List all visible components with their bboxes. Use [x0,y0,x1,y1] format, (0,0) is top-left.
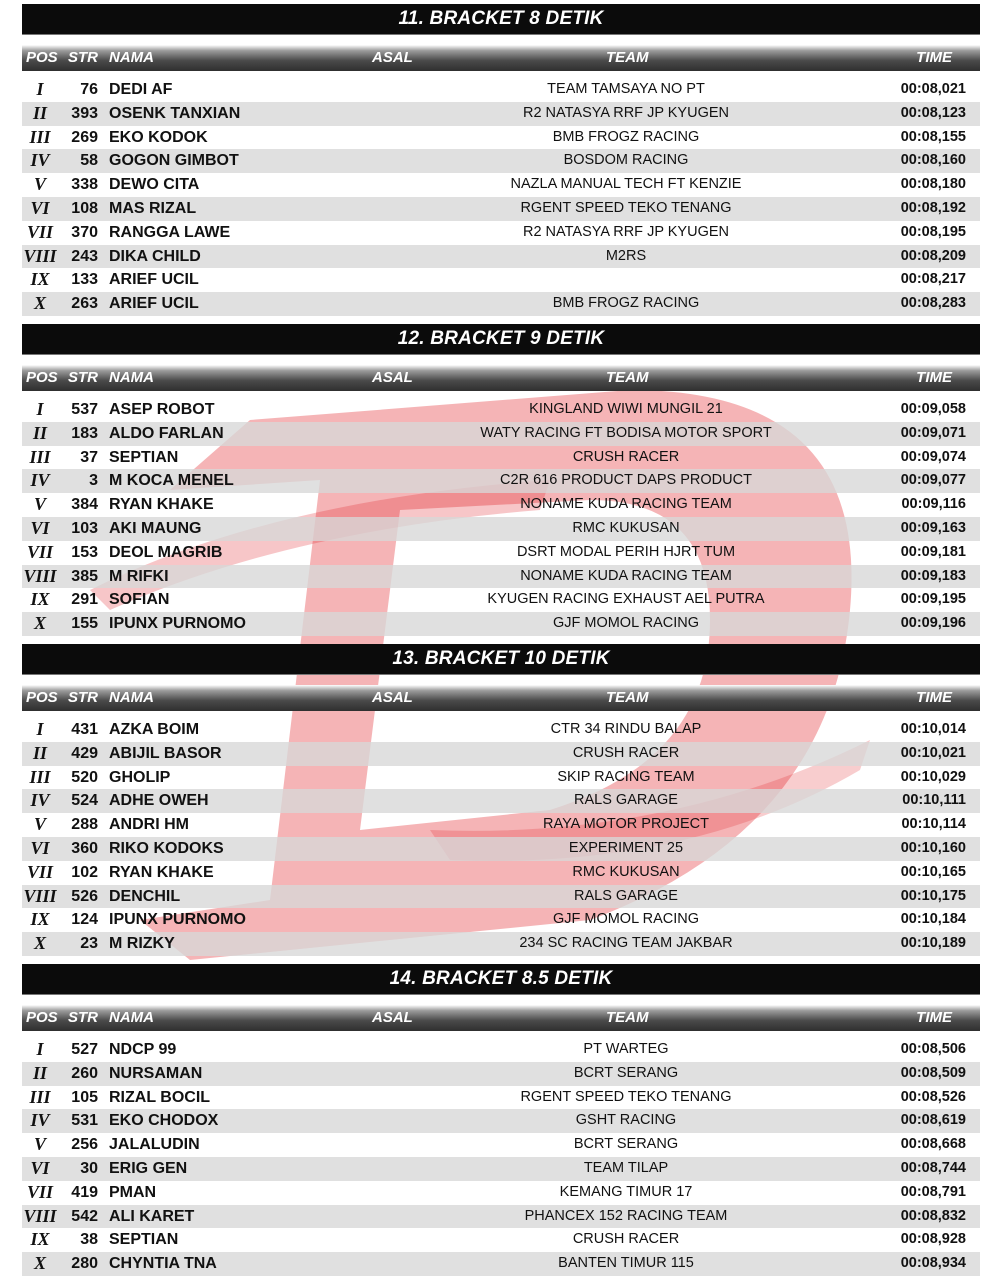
table-row [22,1062,980,1086]
cell-pos: III [29,446,51,467]
cell-pos: III [29,126,51,147]
cell-team: GSHT RACING [575,1112,677,1129]
cell-str: 360 [71,839,98,857]
cell-str: 183 [71,424,98,442]
table-row [22,469,980,493]
table-row [22,245,980,269]
cell-str: 133 [71,271,98,289]
cell-time: 00:08,744 [900,1159,966,1176]
cell-nama: M RIFKI [109,567,169,585]
cell-str: 58 [80,152,98,170]
cell-nama: CHYNTIA TNA [109,1255,217,1273]
section-title: 14. BRACKET 8.5 DETIK [22,964,980,995]
section-title: 11. BRACKET 8 DETIK [22,4,980,35]
cell-team: RAYA MOTOR PROJECT [543,816,709,833]
cell-str: 102 [71,863,98,881]
cell-nama: IPUNX PURNOMO [109,911,246,929]
cell-nama: RIKO KODOKS [109,839,224,857]
cell-str: 393 [71,104,98,122]
cell-pos: IV [30,1110,50,1131]
cell-pos: X [33,293,46,314]
cell-pos: V [33,1134,46,1155]
cell-nama: ALDO FARLAN [109,424,224,442]
cell-str: 338 [71,176,98,194]
cell-str: 260 [71,1064,98,1082]
header-time: TIME [916,49,952,66]
cell-time: 00:08,021 [900,81,966,97]
header-team: TEAM [606,369,649,386]
results-section [22,4,980,316]
cell-time: 00:08,832 [900,1207,966,1224]
table-header [22,685,980,711]
results-table [22,718,980,956]
cell-time: 00:08,526 [900,1088,966,1105]
cell-nama: ABIJIL BASOR [109,744,222,762]
cell-nama: ADHE OWEH [109,792,209,810]
cell-str: 263 [71,295,98,313]
header-team: TEAM [606,49,649,66]
cell-str: 269 [71,128,98,146]
table-row [22,588,980,612]
cell-nama: JALALUDIN [109,1136,200,1154]
cell-time: 00:09,163 [900,519,966,536]
cell-time: 00:09,074 [900,448,966,465]
cell-str: 105 [71,1088,98,1106]
cell-str: 23 [80,935,98,953]
cell-nama: ASEP ROBOT [109,401,215,418]
cell-time: 00:10,165 [900,863,966,880]
cell-nama: IPUNX PURNOMO [109,615,246,633]
cell-str: 37 [80,448,98,466]
cell-nama: NDCP 99 [109,1041,177,1058]
cell-nama: EKO KODOK [109,128,208,146]
cell-time: 00:10,189 [900,935,966,952]
cell-time: 00:08,180 [900,176,966,193]
cell-pos: VI [30,837,50,858]
cell-time: 00:08,123 [900,104,966,121]
header-str: STR [68,369,98,386]
cell-pos: VII [26,861,53,882]
cell-pos: II [32,1062,47,1083]
cell-team: BOSDOM RACING [563,152,689,169]
cell-time: 00:09,071 [900,424,966,441]
cell-time: 00:08,791 [900,1183,966,1200]
cell-time: 00:10,029 [900,768,966,785]
table-row [22,612,980,636]
cell-str: 370 [71,223,98,241]
cell-nama: RYAN KHAKE [109,496,214,514]
cell-nama: AZKA BOIM [109,721,200,738]
cell-nama: RIZAL BOCIL [109,1088,211,1106]
table-row [22,268,980,292]
cell-team: C2R 616 PRODUCT DAPS PRODUCT [500,472,752,489]
cell-time: 00:08,934 [900,1255,966,1272]
table-row [22,1205,980,1229]
table-row [22,517,980,541]
table-row [22,1157,980,1181]
cell-time: 00:09,196 [900,615,966,632]
cell-pos: X [33,613,46,634]
table-row [22,742,980,766]
cell-pos: V [33,494,46,515]
cell-pos: VI [30,517,50,538]
header-time: TIME [916,369,952,386]
cell-nama: M KOCA MENEL [109,472,234,490]
results-section [22,644,980,956]
cell-team: RALS GARAGE [574,792,678,809]
table-row [22,1252,980,1276]
cell-str: 385 [71,567,98,585]
table-row [22,1228,980,1252]
cell-time: 00:09,058 [900,401,966,417]
cell-nama: DEDI AF [109,81,173,98]
cell-pos: X [33,1253,46,1274]
table-row [22,837,980,861]
table-row [22,422,980,446]
cell-str: 103 [71,519,98,537]
cell-str: 288 [71,816,98,834]
cell-nama: DENCHIL [109,887,181,905]
cell-team: KYUGEN RACING EXHAUST AEL PUTRA [487,591,765,608]
cell-team: NONAME KUDA RACING TEAM [520,496,732,513]
cell-nama: RANGGA LAWE [109,223,231,241]
cell-str: 76 [80,81,98,98]
cell-str: 291 [71,591,98,609]
cell-team: BMB FROGZ RACING [552,295,700,312]
cell-pos: I [36,399,44,419]
cell-pos: VII [26,541,53,562]
cell-pos: I [36,719,44,739]
cell-time: 00:08,209 [900,247,966,264]
cell-team: RMC KUKUSAN [572,863,680,880]
cell-team: CRUSH RACER [572,448,680,465]
cell-nama: OSENK TANXIAN [109,104,241,122]
cell-nama: DEWO CITA [109,176,200,194]
cell-team: RGENT SPEED TEKO TENANG [520,1088,732,1105]
cell-nama: M RIZKY [109,935,175,953]
header-team: TEAM [606,689,649,706]
cell-time: 00:10,184 [900,911,966,928]
cell-nama: NURSAMAN [109,1064,203,1082]
table-row [22,766,980,790]
cell-team: M2RS [605,247,647,264]
table-row [22,932,980,956]
cell-pos: VIII [23,565,57,586]
cell-team: TEAM TILAP [583,1159,669,1176]
header-nama: NAMA [109,369,154,386]
header-str: STR [68,1009,98,1026]
cell-pos: VII [26,1181,53,1202]
cell-team: R2 NATASYA RRF JP KYUGEN [522,104,729,121]
table-row [22,541,980,565]
table-header [22,45,980,71]
cell-pos: VI [30,197,50,218]
table-row [22,1181,980,1205]
cell-team: RALS GARAGE [574,887,678,904]
table-row [22,126,980,150]
cell-pos: V [33,174,46,195]
cell-str: 524 [71,792,98,810]
cell-str: 384 [71,496,98,514]
cell-time: 00:10,175 [900,887,966,904]
cell-pos: IX [30,1229,50,1250]
cell-str: 256 [71,1136,98,1154]
cell-team: NONAME KUDA RACING TEAM [520,567,732,584]
cell-nama: SEPTIAN [109,1231,179,1249]
cell-pos: III [29,1086,51,1107]
cell-str: 280 [71,1255,98,1273]
cell-str: 429 [71,744,98,762]
cell-nama: GOGON GIMBOT [109,152,239,170]
cell-time: 00:09,077 [900,472,966,489]
cell-nama: ARIEF UCIL [109,295,199,313]
table-row [22,565,980,589]
cell-team: BCRT SERANG [573,1136,679,1153]
cell-time: 00:09,195 [900,591,966,608]
cell-team: RMC KUKUSAN [572,519,680,536]
table-row [22,78,980,102]
cell-time: 00:10,114 [901,816,966,833]
cell-nama: DEOL MAGRIB [109,543,223,561]
cell-str: 431 [71,721,98,738]
table-row [22,221,980,245]
header-time: TIME [916,1009,952,1026]
cell-team: CRUSH RACER [572,744,680,761]
cell-time: 00:09,183 [900,567,966,584]
cell-team: DSRT MODAL PERIH HJRT TUM [516,543,736,560]
table-header [22,1005,980,1031]
cell-nama: SOFIAN [109,591,170,609]
cell-pos: IV [30,470,50,491]
cell-time: 00:08,192 [900,199,966,216]
cell-str: 30 [80,1159,98,1177]
header-nama: NAMA [109,1009,154,1026]
header-asal: ASAL [372,369,413,386]
table-row [22,149,980,173]
cell-pos: I [36,1039,44,1059]
cell-nama: ALI KARET [109,1207,195,1225]
cell-str: 3 [89,472,98,490]
cell-team: WATY RACING FT BODISA MOTOR SPORT [480,424,772,441]
cell-pos: IX [30,589,50,610]
cell-pos: VIII [23,1205,57,1226]
table-row [22,861,980,885]
cell-nama: EKO CHODOX [109,1112,219,1130]
cell-team: CRUSH RACER [572,1231,680,1248]
cell-team: CTR 34 RINDU BALAP [550,721,702,737]
header-asal: ASAL [372,49,413,66]
table-row [22,1109,980,1133]
header-team: TEAM [606,1009,649,1026]
table-row [22,813,980,837]
cell-nama: GHOLIP [109,768,171,786]
cell-team: RGENT SPEED TEKO TENANG [520,199,732,216]
cell-nama: AKI MAUNG [109,519,202,537]
table-row [22,1038,980,1062]
cell-nama: ANDRI HM [109,816,189,834]
cell-pos: IX [30,269,50,290]
cell-team: GJF MOMOL RACING [552,615,700,632]
cell-pos: X [33,933,46,954]
cell-team: PHANCEX 152 RACING TEAM [524,1207,728,1224]
cell-time: 00:08,928 [900,1231,966,1248]
table-row [22,1086,980,1110]
cell-time: 00:08,160 [900,152,966,169]
cell-pos: IV [30,790,50,811]
header-pos: POS [26,369,58,386]
section-title: 12. BRACKET 9 DETIK [22,324,980,355]
table-row [22,446,980,470]
header-nama: NAMA [109,49,154,66]
cell-pos: VIII [23,245,57,266]
cell-team: EXPERIMENT 25 [568,839,684,856]
cell-str: 542 [71,1207,98,1225]
cell-pos: II [32,102,47,123]
cell-pos: IV [30,150,50,171]
cell-nama: PMAN [109,1183,157,1201]
header-time: TIME [916,689,952,706]
cell-nama: SEPTIAN [109,448,179,466]
cell-pos: II [32,422,47,443]
cell-nama: DIKA CHILD [109,247,201,265]
cell-str: 155 [71,615,98,633]
cell-str: 537 [71,401,98,418]
cell-time: 00:08,283 [900,295,966,312]
cell-team: 234 SC RACING TEAM JAKBAR [519,935,733,952]
table-row [22,102,980,126]
table-row [22,292,980,316]
table-row [22,1133,980,1157]
header-asal: ASAL [372,689,413,706]
cell-str: 527 [71,1041,98,1058]
cell-nama: RYAN KHAKE [109,863,214,881]
cell-time: 00:08,195 [900,223,966,240]
results-section [22,324,980,636]
header-pos: POS [26,689,58,706]
cell-time: 00:10,021 [900,744,966,761]
cell-time: 00:08,668 [900,1136,966,1153]
cell-nama: ARIEF UCIL [109,271,199,289]
cell-team: PT WARTEG [583,1041,669,1057]
cell-time: 00:09,181 [900,543,966,560]
cell-nama: ERIG GEN [109,1159,188,1177]
cell-nama: MAS RIZAL [109,199,197,217]
cell-pos: VI [30,1157,50,1178]
table-row [22,493,980,517]
cell-team: KINGLAND WIWI MUNGIL 21 [529,401,723,417]
cell-time: 00:09,116 [901,496,966,513]
cell-time: 00:08,506 [900,1041,966,1057]
header-str: STR [68,689,98,706]
cell-team: BCRT SERANG [573,1064,679,1081]
cell-str: 153 [71,543,98,561]
cell-str: 419 [71,1183,98,1201]
cell-pos: VII [26,221,53,242]
cell-str: 243 [71,247,98,265]
cell-time: 00:10,111 [902,792,966,809]
cell-team: BANTEN TIMUR 115 [558,1255,694,1272]
cell-time: 00:10,014 [900,721,966,737]
table-row [22,197,980,221]
cell-time: 00:08,619 [900,1112,966,1129]
cell-team: GJF MOMOL RACING [552,911,700,928]
header-str: STR [68,49,98,66]
cell-str: 108 [71,199,98,217]
cell-team: NAZLA MANUAL TECH FT KENZIE [510,176,742,193]
table-row [22,789,980,813]
cell-time: 00:10,160 [900,839,966,856]
cell-time: 00:08,155 [900,128,966,145]
header-pos: POS [26,49,58,66]
results-section [22,964,980,1276]
section-title: 13. BRACKET 10 DETIK [22,644,980,675]
cell-time: 00:08,217 [900,271,966,288]
cell-str: 520 [71,768,98,786]
results-table [22,78,980,316]
table-header [22,365,980,391]
cell-pos: IX [30,909,50,930]
cell-team: SKIP RACING TEAM [557,768,695,785]
table-row [22,173,980,197]
cell-team: BMB FROGZ RACING [552,128,700,145]
cell-str: 124 [71,911,98,929]
cell-str: 531 [71,1112,98,1130]
cell-str: 526 [71,887,98,905]
header-nama: NAMA [109,689,154,706]
results-table [22,398,980,636]
cell-pos: III [29,766,51,787]
cell-pos: I [36,79,44,99]
cell-str: 38 [80,1231,98,1249]
cell-team: R2 NATASYA RRF JP KYUGEN [522,223,729,240]
table-row [22,718,980,742]
cell-pos: V [33,814,46,835]
header-pos: POS [26,1009,58,1026]
table-row [22,398,980,422]
results-table [22,1038,980,1276]
cell-time: 00:08,509 [900,1064,966,1081]
cell-pos: VIII [23,885,57,906]
cell-pos: II [32,742,47,763]
table-row [22,908,980,932]
table-row [22,885,980,909]
header-asal: ASAL [372,1009,413,1026]
cell-team: TEAM TAMSAYA NO PT [547,81,705,97]
cell-team: KEMANG TIMUR 17 [559,1183,693,1200]
